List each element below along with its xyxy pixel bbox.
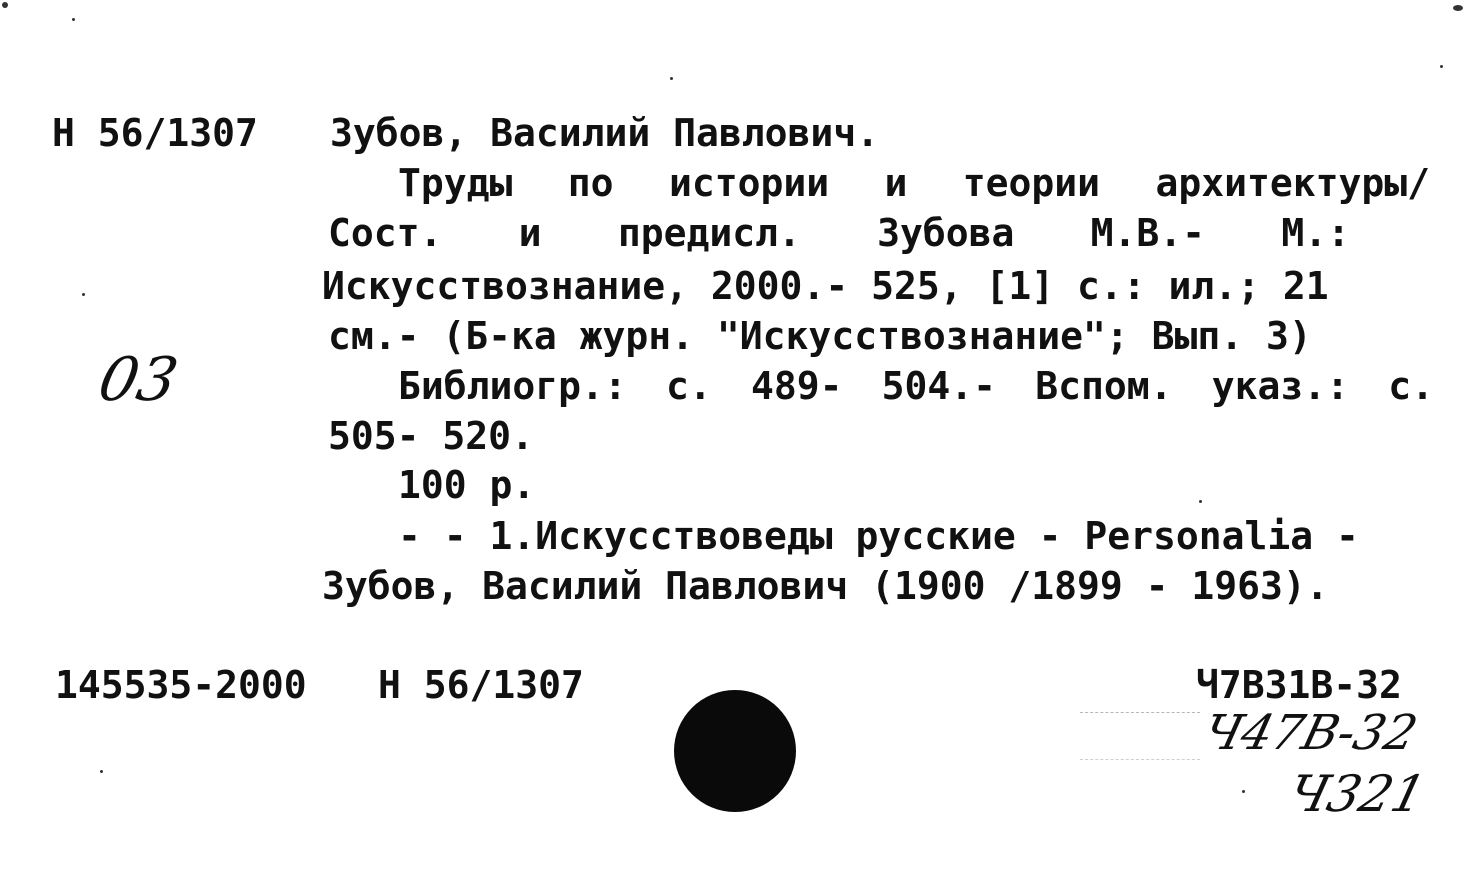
author-heading: Зубов, Василий Павлович. [330,111,880,155]
handwritten-sub-classification: Ч321 [1282,765,1432,823]
speck [2,2,8,8]
title-word: и [518,211,542,255]
title-word: по [567,161,614,205]
classification-code: Ч7В31В-32 [1196,663,1402,707]
speck [100,770,103,773]
speck [82,293,85,296]
title-word: Труды [398,161,513,205]
speck [1440,65,1443,68]
speck [72,18,75,21]
speck [1242,790,1245,793]
title-line-1 [398,158,1430,208]
note-word: 489- [750,364,843,408]
bibliography-line-cont: 505- 520. [328,414,534,458]
subject-heading-line: - - 1.Искусствоведы русские - Personalia - [398,514,1359,558]
physical-description-line: см.- (Б-ка журн. "Искусствознание"; Вып. 3) [328,314,1312,358]
punch-hole [674,690,796,812]
title-word: и [884,161,908,205]
speck [1453,5,1463,11]
title-line-2 [328,208,1350,258]
handwritten-classification: Ч47В-32 [1198,705,1423,761]
title-word: архитектуры/ [1155,161,1430,205]
title-word: теории [962,161,1101,205]
speck [1199,500,1202,503]
inventory-number: 145535-2000 [55,663,307,707]
title-word: Сост. [328,211,443,255]
title-word: Зубова [877,211,1015,255]
inventory-call-number: Н 56/1307 [378,663,584,707]
price: 100 р. [398,463,536,507]
note-word: Библиогр.: [398,364,627,408]
note-word: 504.- [881,364,997,408]
title-word: истории [668,161,830,205]
handwritten-margin-note: 03 [92,345,184,415]
publication-line: Искусствознание, 2000.- 525, [1] с.: ил.; 21 [322,264,1329,308]
speck [670,77,673,80]
title-word: М.В.- [1090,211,1206,255]
subject-heading-cont: Зубов, Василий Павлович (1900 /1899 - 1963). [322,564,1329,608]
call-number: Н 56/1307 [52,111,258,155]
title-word: предисл. [617,211,801,255]
note-word: с. [1388,364,1434,408]
note-word: Вспом. [1035,364,1173,408]
note-word: с. [665,364,712,408]
note-word: указ.: [1211,364,1350,408]
bibliography-line [398,361,1434,411]
erased-smudge [1080,712,1200,760]
title-word: М.: [1281,211,1350,255]
